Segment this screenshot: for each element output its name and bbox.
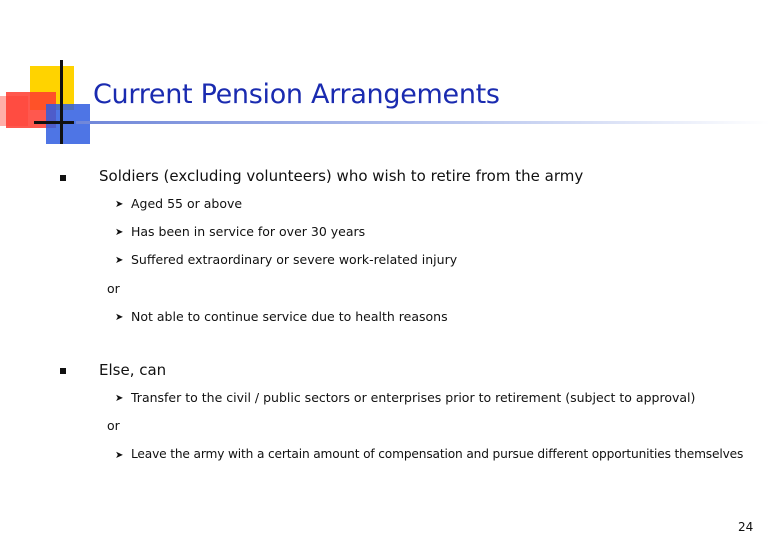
or-label: or [107, 418, 120, 433]
arrowhead-bullet-icon: ➤ [115, 199, 124, 210]
or-label: or [107, 281, 120, 296]
square-bullet-icon [60, 368, 66, 374]
page-number: 24 [738, 520, 754, 534]
arrowhead-bullet-icon: ➤ [115, 312, 124, 323]
blue-square [46, 104, 90, 144]
bullet-1-item-2: Has been in service for over 30 years [131, 224, 366, 239]
bullet-2-item-2: Leave the army with a certain amount of compensation and pursue different opportunities themselves [131, 447, 744, 461]
square-bullet-icon [60, 175, 66, 181]
horizontal-line [34, 121, 74, 124]
bullet-1-item-3: Suffered extraordinary or severe work-related injury [131, 252, 458, 267]
arrowhead-bullet-icon: ➤ [115, 393, 124, 404]
slide-title: Current Pension Arrangements [93, 79, 500, 110]
bullet-1-item-4: Not able to continue service due to health reasons [131, 309, 448, 324]
bullet-2-item-1: Transfer to the civil / public sectors or enterprises prior to retirement (subject to approval) [131, 390, 696, 405]
corner-logo-decoration [0, 0, 120, 150]
bullet-1-item-1: Aged 55 or above [131, 196, 243, 211]
arrowhead-bullet-icon: ➤ [115, 450, 124, 461]
bullet-1-text: Soldiers (excluding volunteers) who wish to retire from the army [99, 167, 584, 185]
arrowhead-bullet-icon: ➤ [115, 227, 124, 238]
title-underline [76, 121, 770, 124]
arrowhead-bullet-icon: ➤ [115, 255, 124, 266]
vertical-line [60, 60, 63, 144]
bullet-2-text: Else, can [99, 361, 167, 379]
